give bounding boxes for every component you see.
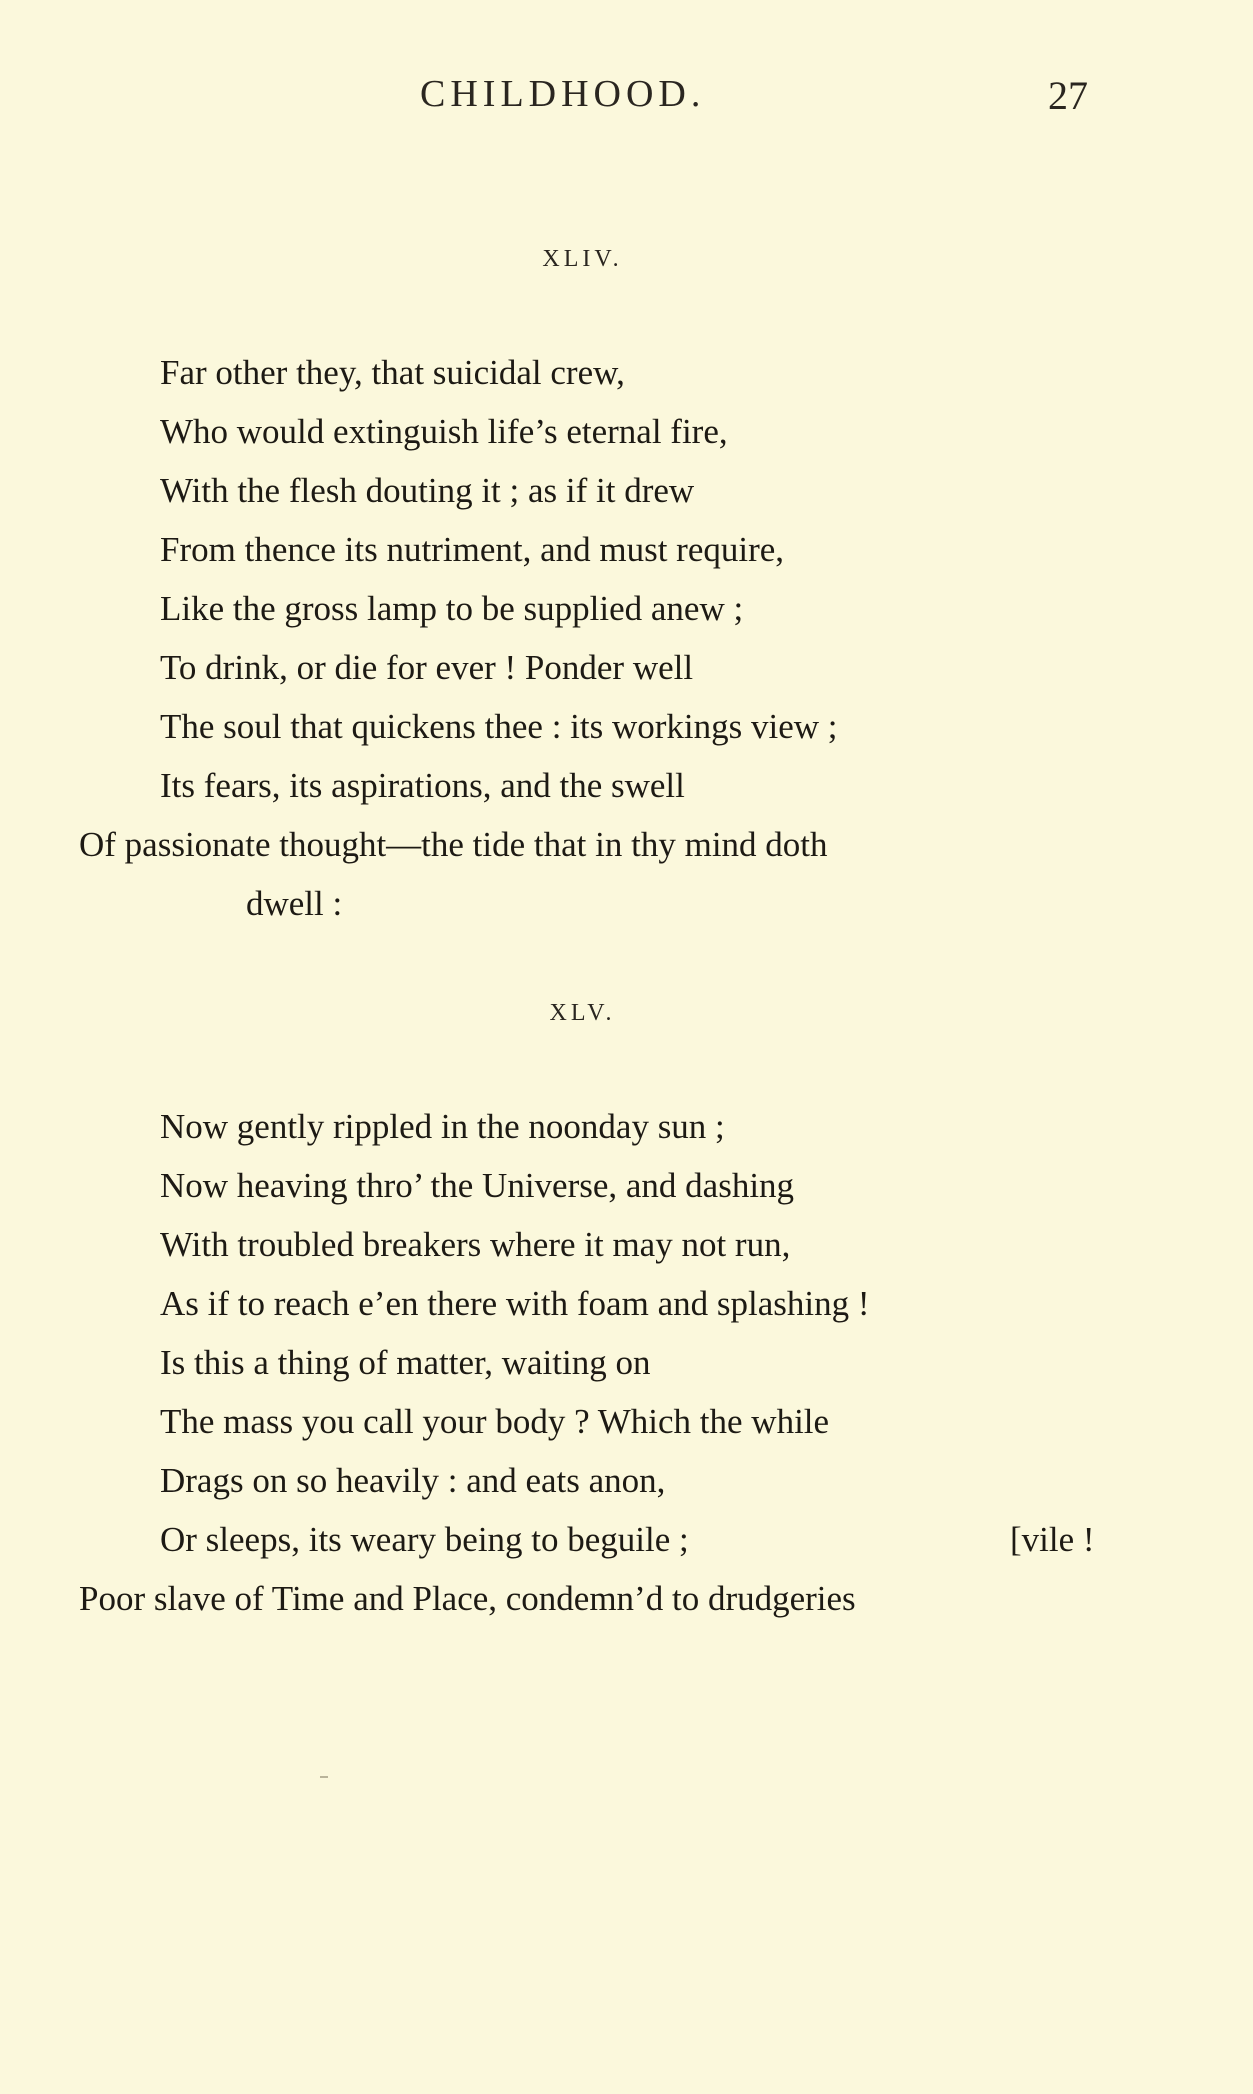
turnover-bracket: [vile ! xyxy=(1010,1520,1095,1559)
verse-line: With troubled breakers where it may not run, xyxy=(160,1225,791,1264)
verse-line: Its fears, its aspirations, and the swell xyxy=(160,766,685,805)
verse-line: Who would extinguish life’s eternal fire, xyxy=(160,412,728,451)
page-number: 27 xyxy=(1048,73,1088,118)
running-title: CHILDHOOD. xyxy=(420,73,706,115)
stanza-number: XLIV. xyxy=(542,246,623,272)
verse-line: Far other they, that suicidal crew, xyxy=(160,353,625,392)
verse-line: Or sleeps, its weary being to beguile ; xyxy=(160,1520,689,1559)
verse-line: Drags on so heavily : and eats anon, xyxy=(160,1461,666,1500)
verse-line: To drink, or die for ever ! Ponder well xyxy=(160,648,694,687)
paper-speck xyxy=(320,1776,328,1778)
verse-line: Is this a thing of matter, waiting on xyxy=(160,1343,651,1382)
verse-line-turnover: dwell : xyxy=(246,884,343,923)
verse-line: Now gently rippled in the noonday sun ; xyxy=(160,1107,725,1146)
verse-line: Now heaving thro’ the Universe, and dashing xyxy=(160,1166,795,1205)
verse-line: The soul that quickens thee : its workings view ; xyxy=(160,707,838,746)
verse-line: Like the gross lamp to be supplied anew ; xyxy=(160,589,744,628)
verse-line: The mass you call your body ? Which the while xyxy=(160,1402,830,1441)
stanza-number: XLV. xyxy=(549,1000,616,1026)
verse-line: From thence its nutriment, and must require, xyxy=(160,530,785,569)
verse-line: With the flesh douting it ; as if it drew xyxy=(160,471,695,510)
verse-line: Of passionate thought—the tide that in thy mind doth xyxy=(79,825,828,864)
verse-line: Poor slave of Time and Place, condemn’d to drudgeries xyxy=(79,1579,856,1618)
verse-line: As if to reach e’en there with foam and splashing ! xyxy=(160,1284,870,1323)
